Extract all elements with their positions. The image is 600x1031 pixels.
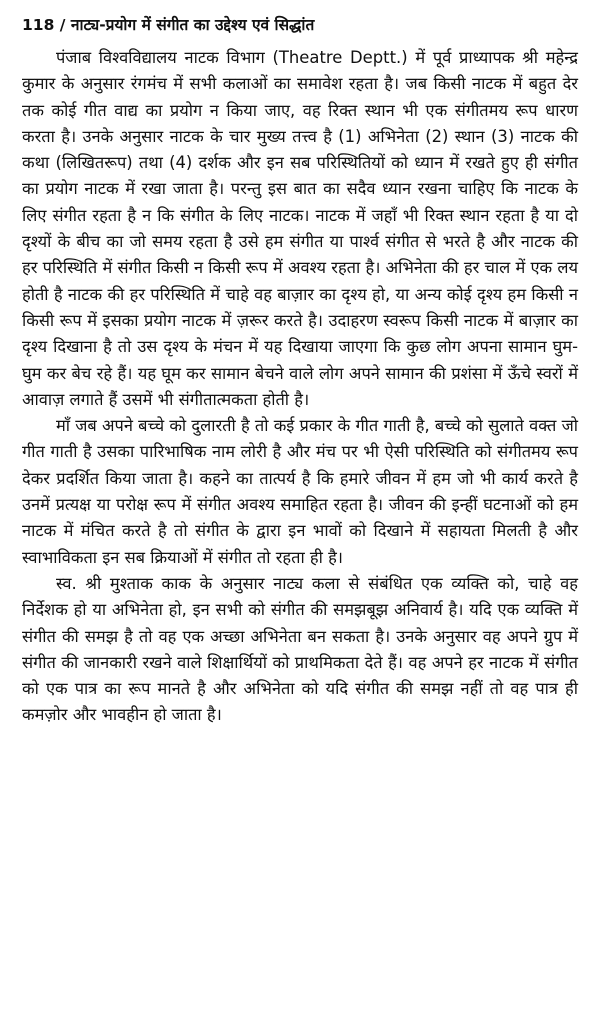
chapter-title: नाट्य-प्रयोग में संगीत का उद्देश्य एवं सिद्धांत xyxy=(70,16,315,34)
running-header xyxy=(22,14,578,36)
paragraph-3: स्व. श्री मुश्ताक काक के अनुसार नाट्य कला से संबंधित एक व्यक्ति को, चाहे वह निर्देशक हो या अभिनेता हो, इन सभी को संगीत की समझबूझ अनिवार्य है। यदि एक व्यक्ति में संगीत की समझ है तो वह एक अच्छा अभिनेता बन सकता है। उनके अनुसार वह अपने ग्रुप में संगीत की जानकारी रखने वाले शिक्षार्थियों को प्राथमिकता देते हैं। वह अपने हर नाटक में संगीत को एक पात्र का रूप मानते है और अभिनेता को यदि संगीत की समझ नहीं तो वह पात्र ही कमज़ोर और भावहीन हो जाता है। xyxy=(22,573,578,725)
page-number: 118 xyxy=(22,16,55,34)
header-separator: / xyxy=(59,16,66,34)
paragraph-2: माँ जब अपने बच्चे को दुलारती है तो कई प्रकार के गीत गाती है, बच्चे को सुलाते वक्त जो गीत गाती है उसका पारिभाषिक नाम लोरी है और मंच पर भी ऐसी परिस्थिति को संगीतमय रूप देकर प्रदर्शित किया जाता है। कहने का तात्पर्य है कि हमारे जीवन में हम जो भी कार्य करते है उनमें प्रत्यक्ष या परोक्ष रूप में संगीत अवश्य समाहित रहता है। जीवन की इन्हीं घटनाओं को हम नाटक में मंचित करते है तो संगीत के द्वारा इन भावों को दिखाने में सहायता मिलती है और स्वाभाविकता इन सब क्रियाओं में संगीत तो रहता ही है। xyxy=(22,416,578,567)
paragraph-1: पंजाब विश्वविद्यालय नाटक विभाग (Theatre Deptt.) में पूर्व प्राध्यापक श्री महेन्द्र कुमार के अनुसार रंगमंच में सभी कलाओं का समावेश रहता है। जब किसी नाटक में बहुत देर तक कोई गीत वाद्य का प्रयोग न किया जाए, वह रिक्त स्थान भी एक संगीतमय रूप धारण करता है। उनके अनुसार नाटक के चार मुख्य तत्त्व है (1) अभिनेता (2) स्थान (3) नाटक की कथा (लिखितरूप) तथा (4) दर्शक और इन सब परिस्थितियों को ध्यान में रखते हुए ही संगीत का प्रयोग नाटक में रखा जाता है। परन्तु इस बात का सदैव ध्यान रखना चाहिए कि नाटक के लिए संगीत रहता है न कि संगीत के लिए नाटक। नाटक में जहाँ भी रिक्त स्थान रहता है या दो दृश्यों के बीच का जो समय रहता है उसे हम संगीत या पार्श्व संगीत से भरते है और नाटक की हर परिस्थिति में संगीत किसी न किसी रूप में अवश्य रहता है। अभिनेता की हर चाल में एक लय होती है नाटक की हर परिस्थिति में चाहे वह बाज़ार का दृश्य हो, या अन्य कोई दृश्य हम किसी न किसी रूप में इसका प्रयोग नाटक में ज़रूर करते है। उदाहरण स्वरूप किसी नाटक में बाज़ार का दृश्य दिखाना है तो उस दृश्य के मंचन में यह दिखाया जाएगा कि कुछ लोग अपना सामान घुम-घुम कर बेच रहे हैं। यह घूम कर सामान बेचने वाले लोग अपने सामान की प्रशंसा में ऊँचे स्वरों में आवाज़ लगाते हैं उसमें भी संगीतात्मकता होती है। xyxy=(22,48,578,409)
